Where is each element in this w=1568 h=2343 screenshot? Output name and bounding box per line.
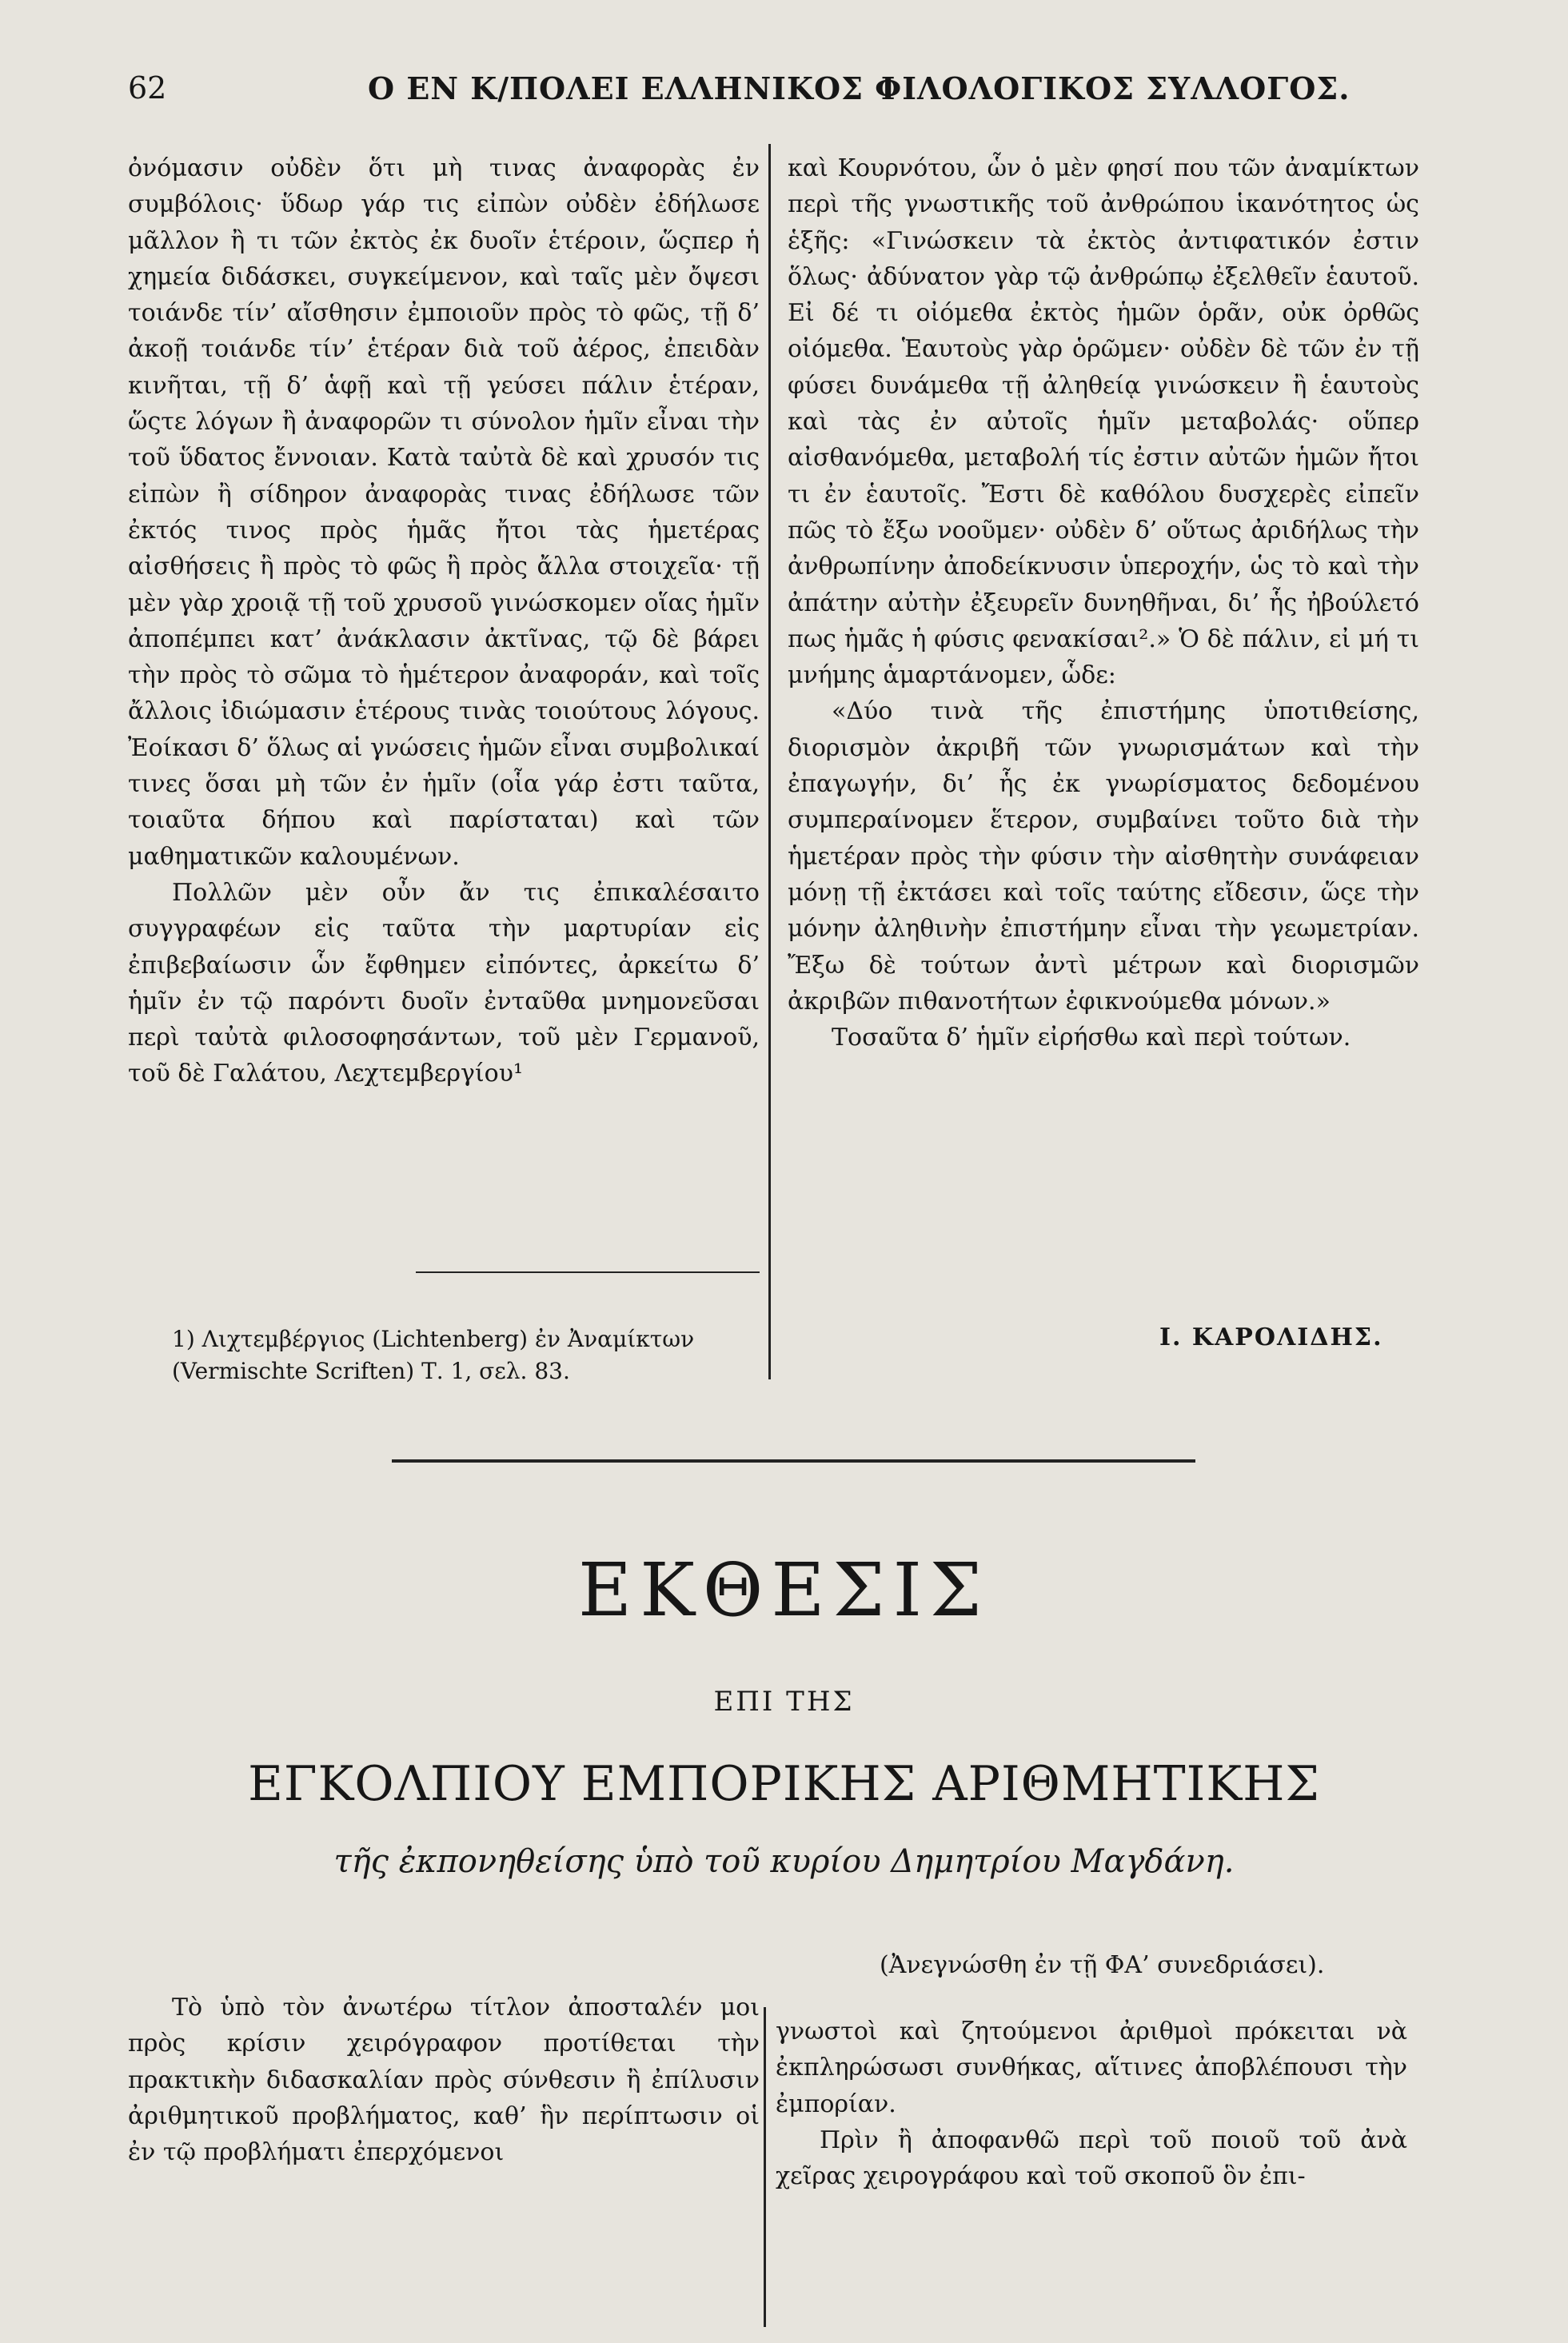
reading-note: (Ἀνεγνώσθη ἐν τῇ ΦΑ’ συνεδριάσει). (880, 1951, 1325, 1979)
author-signature: Ι. ΚΑΡΟΛΙΔΗΣ. (1159, 1323, 1383, 1351)
bottom-left-column (128, 1990, 760, 2170)
section-divider (392, 1459, 1195, 1463)
footnote-line-1: 1) Λιχτεμβέργιος (Lichtenberg) ἐν Ἀναμίκτων (172, 1326, 695, 1352)
footnote-rule (416, 1271, 760, 1273)
left-paragraph-2: Πολλῶν μὲν οὖν ἄν τις ἐπικαλέσαιτο συγγραφέων εἰς ταῦτα τὴν μαρτυρίαν εἰς ἐπιβεβαίωσιν ὧν ἔφθημεν εἰπόντες, ἀρκείτω δ’ ἡμῖν ἐν τῷ παρόντι δυοῖν ἐνταῦθα μνημονεῦσαι περὶ ταὐτὰ φιλοσοφησάντων, τοῦ μὲν Γερμανοῦ, τοῦ δὲ Γαλάτου, Λεχτεμβεργίου¹ (128, 878, 760, 1088)
article-title: ΕΚΘΕΣΙΣ (578, 1547, 990, 1633)
left-column (128, 150, 760, 1092)
running-header (128, 70, 1391, 118)
column-divider-top (768, 144, 771, 1379)
page-number: 62 (128, 70, 167, 106)
bottom-right-paragraph-1: γνωστοὶ καὶ ζητούμενοι ἀριθμοὶ πρόκειται νὰ ἐκπληρώσωσι συνθήκας, αἵτινες ἀποβλέπουσι τὴν ἐμπορίαν. (776, 2018, 1407, 2118)
article-title-connector: ΕΠΙ ΤΗΣ (713, 1686, 855, 1718)
bottom-left-paragraph: Τὸ ὑπὸ τὸν ἀνωτέρω τίτλον ἀποσταλέν μοι πρὸς κρίσιν χειρόγραφον προτίθεται τὴν πρακτικὴν διδασκαλίαν πρὸς σύνθεσιν ἢ ἐπίλυσιν ἀριθμητικοῦ προβλήματος, καθ’ ἣν περίπτωσιν οἱ ἐν τῷ προβλήματι ἐπερχόμενοι (128, 1994, 760, 2167)
running-title: Ο ΕΝ Κ/ΠΟΛΕΙ ΕΛΛΗΝΙΚΟΣ ΦΙΛΟΛΟΓΙΚΟΣ ΣΥΛΛΟΓΟΣ. (368, 70, 1351, 106)
right-paragraph-1: καὶ Κουρνότου, ὧν ὁ μὲν φησί που τῶν ἀναμίκτων περὶ τῆς γνωστικῆς τοῦ ἀνθρώπου ἱκανότητος ὡς ἑξῆς: «Γινώσκειν τὰ ἐκτὸς ἀντιφατικόν ἐστιν ὅλως· ἀδύνατον γὰρ τῷ ἀνθρώπῳ ἐξελθεῖν ἑαυτοῦ. Εἰ δέ τι οἰόμεθα ἐκτὸς ἡμῶν ὁρᾶν, οὐκ ὀρθῶς οἰόμεθα. Ἑαυτοὺς γὰρ ὁρῶμεν· οὐδὲν δὲ τῶν ἐν τῇ φύσει δυνάμεθα τῇ ἀληθείᾳ γινώσκειν ἢ ἑαυτοὺς καὶ τὰς ἐν αὐτοῖς ἡμῖν μεταβολάς· οὕπερ αἰσθανόμεθα, μεταβολή τίς ἐστιν αὐτῶν ἡμῶν ἤτοι τι ἐν ἑαυτοῖς. Ἔστι δὲ καθόλου δυσχερὲς εἰπεῖν πῶς τὸ ἔξω νοοῦμεν· οὐδὲν δ’ οὕτως ἀριδήλως τὴν ἀνθρωπίνην ἀποδείκνυσιν ὑπεροχήν, ὡς τὸ καὶ τὴν ἀπάτην αὐτὴν ἐξευρεῖν δυνηθῆναι, δι’ ἧς ἠβούλετό πως ἡμᾶς ἡ φύσις φενακίσαι².» Ὁ δὲ πάλιν, εἰ μή τι μνήμης ἁμαρτάνομεν, ὧδε: (788, 154, 1419, 690)
article-main-title: ΕΓΚΟΛΠΙΟΥ ΕΜΠΟΡΙΚΗΣ ΑΡΙΘΜΗΤΙΚΗΣ (248, 1756, 1320, 1812)
right-paragraph-3: Τοσαῦτα δ’ ἡμῖν εἰρήσθω καὶ περὶ τούτων. (832, 1024, 1351, 1052)
article-subtitle: τῆς ἐκπονηθείσης ὑπὸ τοῦ κυρίου Δημητρίου Μαγδάνη. (333, 1843, 1235, 1880)
footnote (172, 1323, 764, 1387)
right-paragraph-2: «Δύο τινὰ τῆς ἐπιστήμης ὑποτιθείσης, διορισμὸν ἀκριβῆ τῶν γνωρισμάτων καὶ τὴν ἐπαγωγήν, δι’ ἧς ἐκ γνωρίσματος δεδομένου συμπεραίνομεν ἕτερον, συμβαίνει τοῦτο διὰ τὴν ἡμετέραν πρὸς τὴν φύσιν τὴν αἰσθητὴν συνάφειαν μόνῃ τῇ ἐκτάσει καὶ τοῖς ταύτης εἴδεσιν, ὥςε τὴν μόνην ἀληθινὴν ἐπιστήμην εἶναι τὴν γεωμετρίαν. Ἔξω δὲ τούτων ἀντὶ μέτρων καὶ διορισμῶν ἀκριβῶν πιθανοτήτων ἐφικνούμεθα μόνων.» (788, 697, 1419, 1016)
bottom-right-paragraph-2: Πρὶν ἢ ἀποφανθῶ περὶ τοῦ ποιοῦ τοῦ ἀνὰ χεῖρας χειρογράφου καὶ τοῦ σκοποῦ ὃν ἐπι- (776, 2125, 1407, 2191)
right-column (788, 150, 1419, 1056)
left-paragraph-1: ὀνόμασιν οὐδὲν ὅτι μὴ τινας ἀναφορὰς ἐν συμβόλοις· ὕδωρ γάρ τις εἰπὼν οὐδὲν ἐδήλωσε μᾶλλον ἢ τι τῶν ἐκτὸς ἐκ δυοῖν ἑτέροιν, ὥςπερ ἡ χημεία διδάσκει, συγκείμενον, καὶ ταῖς μὲν ὄψεσι τοιάνδε τίν’ αἴσθησιν ἐμποιοῦν πρὸς τὸ φῶς, τῇ δ’ ἀκοῇ τοιάνδε τίν’ ἑτέραν διὰ τοῦ ἀέρος, ἐπειδὰν κινῆται, τῇ δ’ ἁφῇ καὶ τῇ γεύσει πάλιν ἑτέραν, ὥςτε λόγων ἢ ἀναφορῶν τι σύνολον ἡμῖν εἶναι τὴν τοῦ ὕδατος ἔννοιαν. Κατὰ ταὐτὰ δὲ καὶ χρυσόν τις εἰπὼν ἢ σίδηρον ἀναφορὰς τινας ἐδήλωσε τῶν ἐκτός τινος πρὸς ἡμᾶς ἤτοι τὰς ἡμετέρας αἰσθήσεις ἢ πρὸς τὸ φῶς ἢ πρὸς ἄλλα στοιχεῖα· τῇ μὲν γὰρ χροιᾷ τῇ τοῦ χρυσοῦ γινώσκομεν οἵας ἡμῖν ἀποπέμπει κατ’ ἀνάκλασιν ἀκτῖνας, τῷ δὲ βάρει τὴν πρὸς τὸ σῶμα τὸ ἡμέτερον ἀναφοράν, καὶ τοῖς ἄλλοις ἰδιώμασιν ἑτέρους τινὰς τοιούτους λόγους. Ἐοίκασι δ’ ὅλως αἱ γνώσεις ἡμῶν εἶναι συμβολικαί τινες ὅσαι μὴ τῶν ἐν ἡμῖν (οἷα γάρ ἐστι ταῦτα, τοιαῦτα δήπου καὶ παρίσταται) καὶ τῶν μαθηματικῶν καλουμένων. (128, 154, 760, 871)
column-divider-bottom (764, 2007, 766, 2327)
bottom-right-column (776, 2014, 1407, 2194)
footnote-line-2: (Vermischte Scriften) Τ. 1, σελ. 83. (172, 1358, 570, 1384)
